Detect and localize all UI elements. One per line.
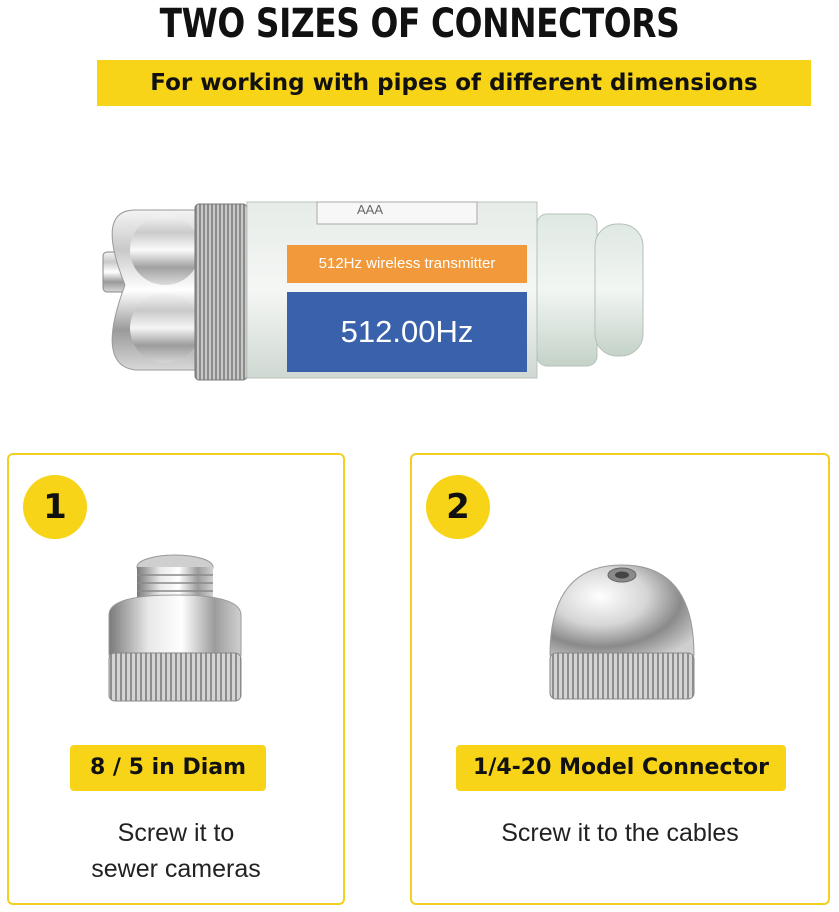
number-badge: 2 (426, 475, 490, 539)
connector-panel-1 (7, 453, 345, 905)
transmitter-label: 512Hz wireless transmitter (318, 255, 496, 272)
frequency-label: 512.00Hz (340, 314, 474, 349)
threaded-connector-image (95, 545, 255, 715)
description-line: Screw it to the cables (501, 819, 739, 847)
description-line: Screw it to (117, 819, 235, 847)
connector-panel-2 (410, 453, 830, 905)
description-line: sewer cameras (91, 855, 261, 883)
dome-connector-image (542, 555, 702, 715)
subtitle-text: For working with pipes of different dimensions (150, 70, 758, 96)
battery-label: AAA (357, 202, 384, 217)
connector-description (412, 815, 828, 851)
subtitle-banner (97, 60, 811, 106)
connector-description (9, 815, 343, 887)
page-title: TWO SIZES OF CONNECTORS (159, 1, 680, 47)
number-badge: 1 (23, 475, 87, 539)
transmitter-image (95, 190, 655, 390)
connector-spec-badge: 8 / 5 in Diam (70, 745, 266, 791)
connector-spec-badge: 1/4-20 Model Connector (456, 745, 786, 791)
